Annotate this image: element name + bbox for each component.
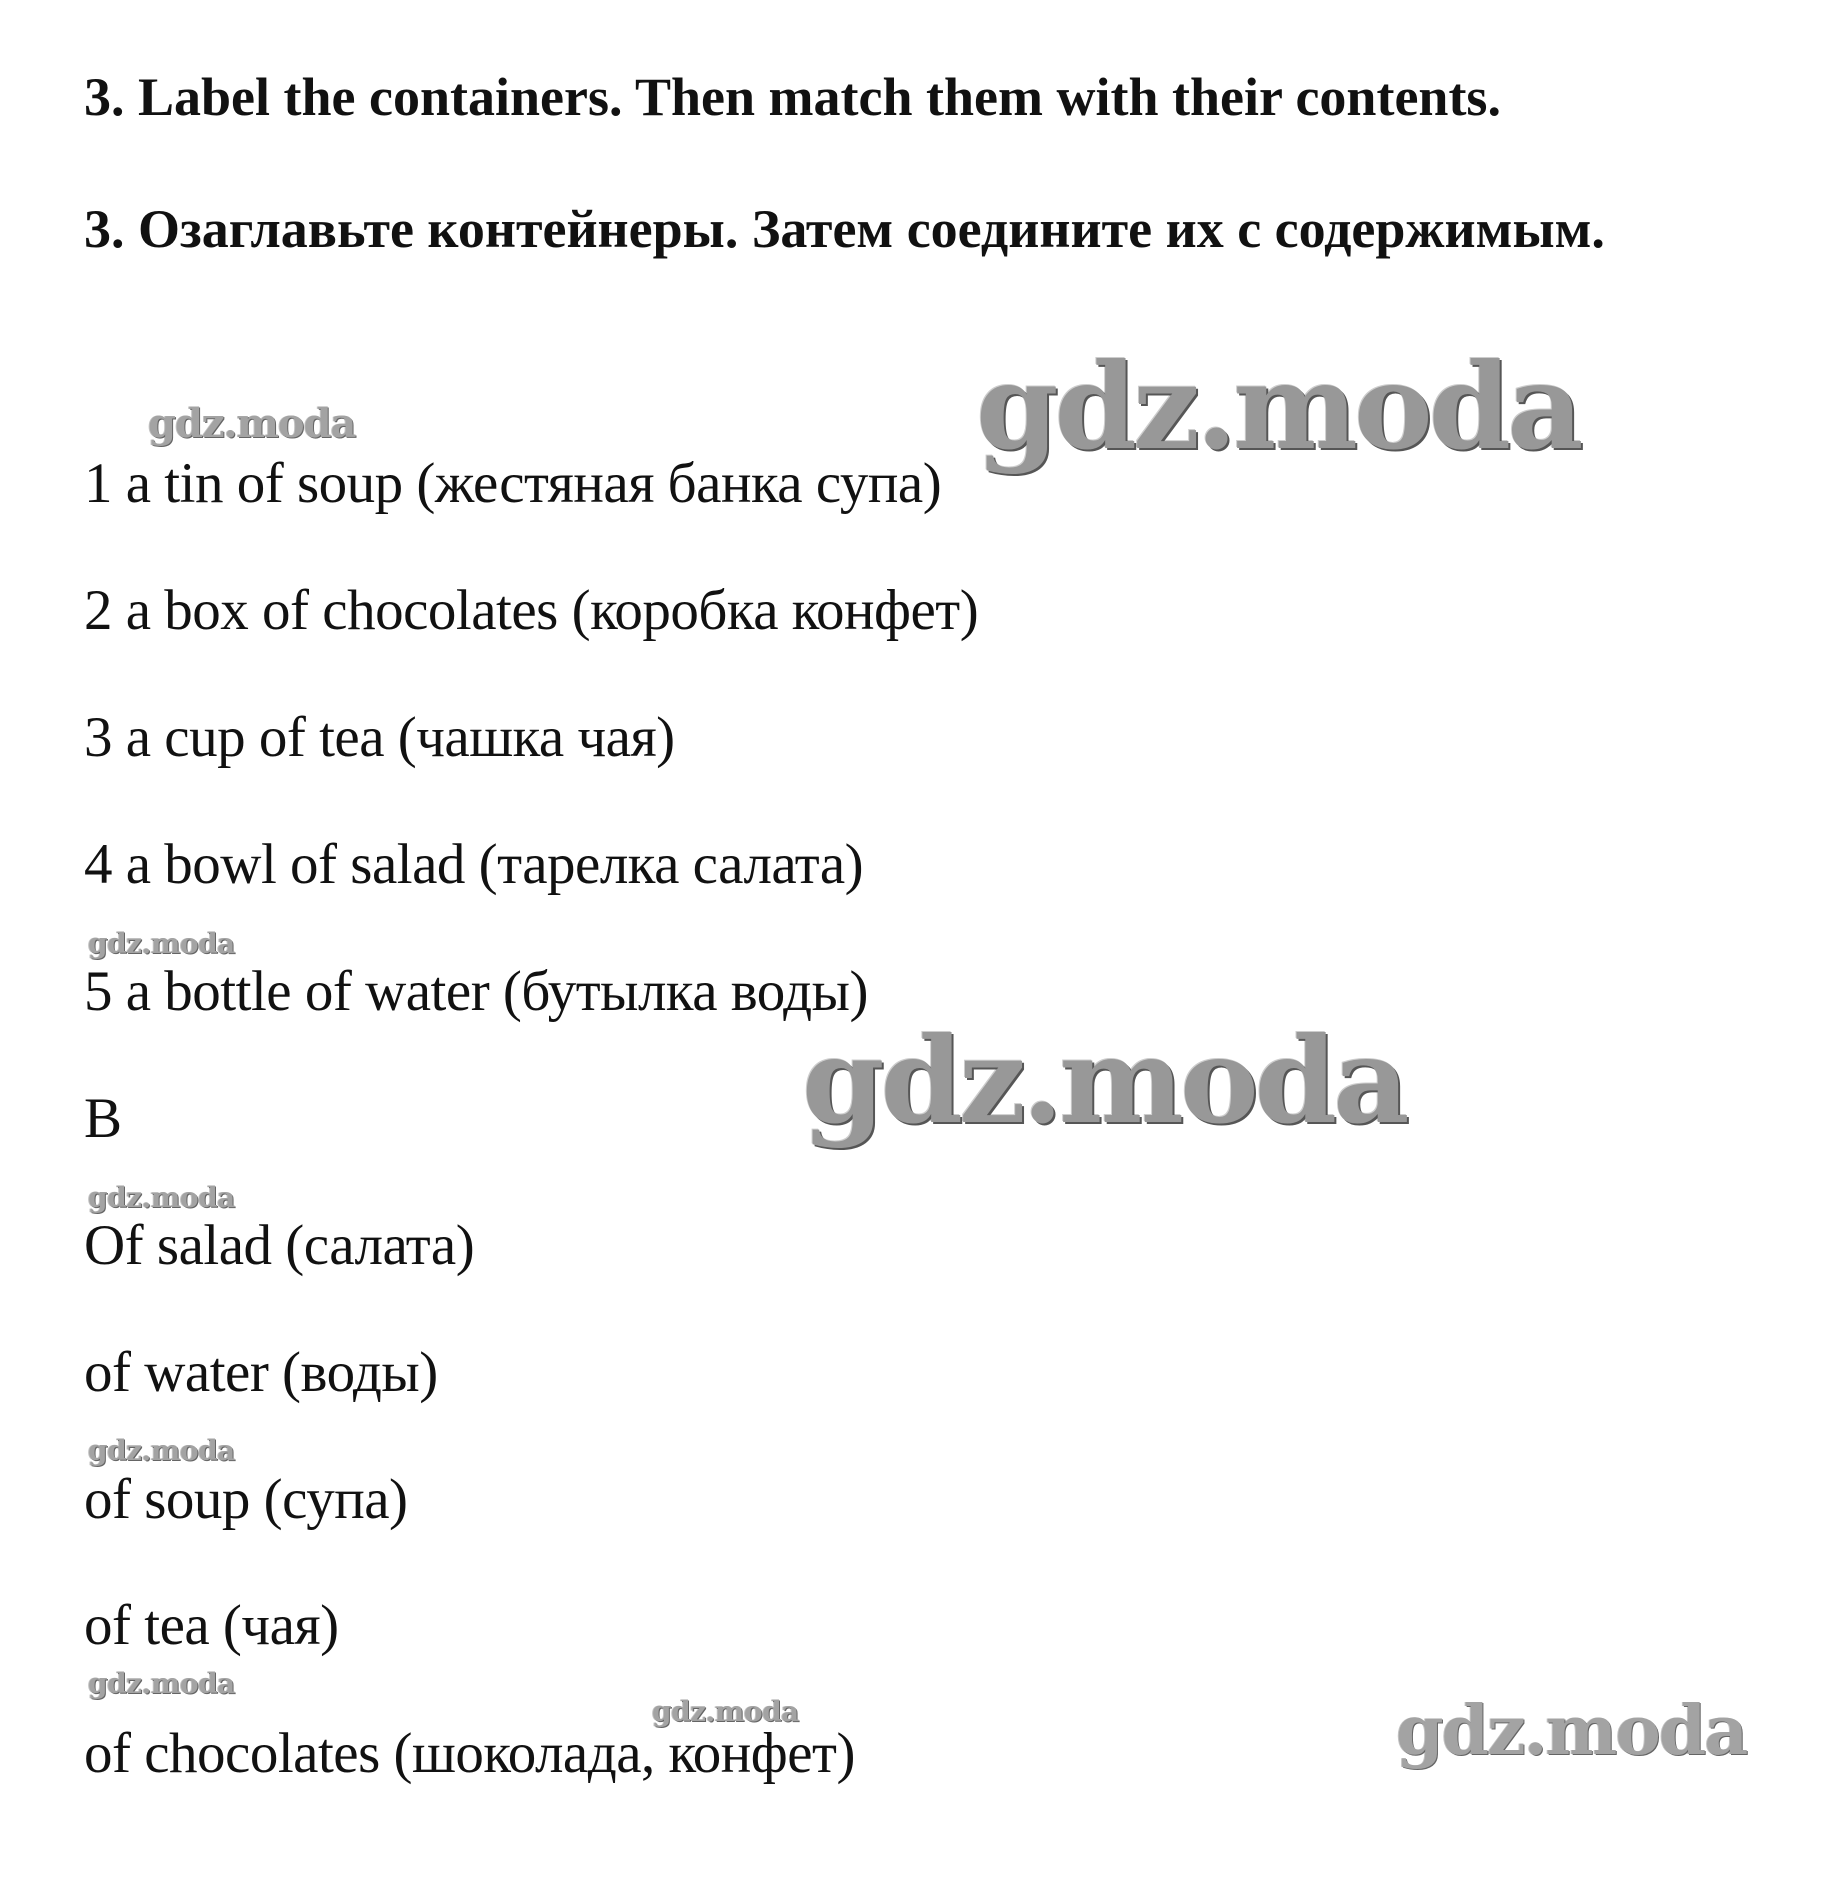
- list-item: 5 a bottle of water (бутылка воды): [84, 960, 868, 1023]
- list-item: 4 a bowl of salad (тарелка салата): [84, 833, 864, 896]
- watermark-logo: gdz.moda: [802, 1011, 1406, 1150]
- watermark-logo: gdz.moda: [88, 1667, 235, 1700]
- list-item: of soup (супа): [84, 1468, 408, 1531]
- list-item: of chocolates (шоколада, конфет): [84, 1722, 855, 1785]
- task-title-russian: 3. Озаглавьте контейнеры. Затем соедините их с содержимым.: [84, 199, 1605, 259]
- watermark-logo: gdz.moda: [148, 400, 356, 447]
- list-item: 1 a tin of soup (жестяная банка супа): [84, 452, 942, 515]
- section-label: B: [84, 1087, 122, 1150]
- watermark-logo: gdz.moda: [976, 337, 1580, 476]
- watermark-logo: gdz.moda: [1396, 1691, 1747, 1771]
- watermark-logo: gdz.moda: [652, 1695, 799, 1728]
- list-item: Of salad (салата): [84, 1214, 475, 1277]
- list-item: 3 a cup of tea (чашка чая): [84, 706, 675, 769]
- task-title-english: 3. Label the containers. Then match them with their contents.: [84, 67, 1501, 127]
- watermark-logo: gdz.moda: [88, 1434, 235, 1467]
- list-item: of water (воды): [84, 1341, 438, 1404]
- watermark-logo: gdz.moda: [88, 1181, 235, 1214]
- list-item: 2 a box of chocolates (коробка конфет): [84, 579, 979, 642]
- watermark-logo: gdz.moda: [88, 927, 235, 960]
- list-item: of tea (чая): [84, 1594, 339, 1657]
